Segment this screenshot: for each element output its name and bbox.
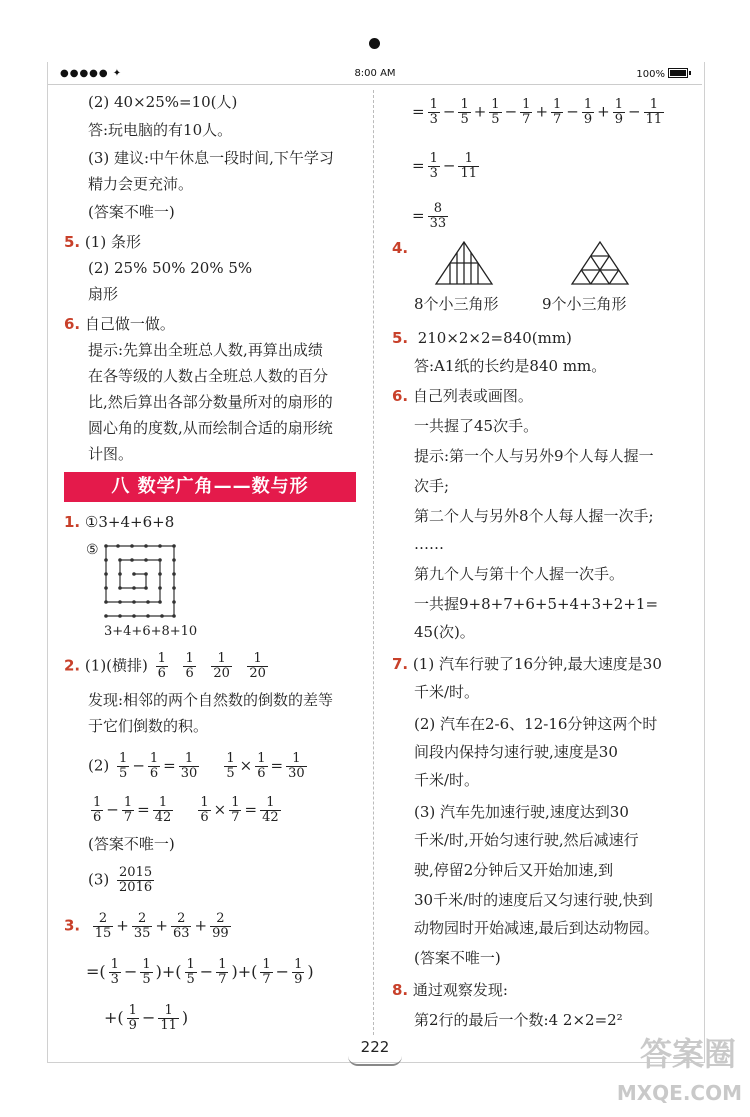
- left-line: [88, 444, 133, 464]
- line-text: (2) 汽车在2-6、12-16分钟这两个时: [414, 715, 658, 733]
- triangle-figure-8: [434, 240, 494, 286]
- frac: $\frac{1}{7}$: [231, 795, 240, 825]
- frac-den: 11: [460, 166, 477, 181]
- q7-line: [414, 682, 479, 702]
- line-text: (1) 条形: [84, 233, 141, 251]
- line-text: 千米/时,开始匀速行驶,然后减速行: [414, 831, 639, 849]
- frac: $\frac{2}{15}$: [94, 911, 112, 941]
- q2-number: 2.: [64, 656, 81, 675]
- frac: $\frac{1}{5}$: [460, 97, 469, 127]
- line-text: ……: [414, 535, 444, 553]
- frac-num: 8: [428, 202, 449, 217]
- q2-frac-4: [247, 652, 268, 681]
- frac-num: 1: [185, 651, 194, 666]
- left-line: [88, 174, 193, 194]
- frac: $\frac{1}{42}$: [154, 795, 172, 825]
- frac: $\frac{2}{63}$: [172, 911, 190, 941]
- spiral-dot: [104, 572, 108, 576]
- left-line: [88, 148, 334, 168]
- status-bar: [48, 64, 702, 85]
- q7-line: [414, 770, 479, 790]
- frac-den: 6: [185, 666, 194, 681]
- q4-line: [392, 238, 408, 258]
- q3-line: 3. $\frac{2}{15}$ + $\frac{2}{35}$ + $\frac{2}{63}$ + $\frac{2}{99}$: [64, 911, 229, 941]
- frac-den: 33: [429, 216, 447, 231]
- line-text: (答案不唯一): [414, 949, 501, 967]
- frac: $\frac{1}{7}$: [522, 97, 531, 127]
- q1-circle-label: ⑤: [86, 542, 99, 558]
- q2-part2-label: (2): [88, 756, 110, 775]
- q2-frac-3: [211, 652, 232, 681]
- q5-text: 210×2×2=840(mm): [417, 329, 572, 347]
- frac: $\frac{1}{6}$: [257, 751, 266, 781]
- q6-line: [414, 416, 538, 436]
- q7-line: [414, 890, 653, 910]
- battery-percent: 100%: [636, 69, 665, 80]
- frac-den: 20: [249, 666, 266, 681]
- spiral-dot: [144, 558, 148, 562]
- q6-line: [414, 506, 654, 526]
- spiral-dot: [144, 586, 148, 590]
- q2-found-2: 于它们倒数的积。: [88, 717, 209, 735]
- line-text: 自己做一做。: [84, 315, 175, 333]
- spiral-dot: [118, 558, 122, 562]
- q8-line: [414, 1010, 623, 1030]
- line-text: 计图。: [88, 445, 134, 463]
- question-number: 5.: [64, 233, 81, 251]
- q6-line: [392, 386, 533, 406]
- q6-line: [414, 564, 624, 584]
- frac: $\frac{1}{5}$: [119, 751, 128, 781]
- line-text: 第二个人与另外8个人每人握一次手;: [414, 507, 654, 525]
- q1-under-text: 3+4+6+8+10: [104, 624, 198, 639]
- q5-answer: 答:A1纸的长约是840 mm。: [414, 357, 607, 375]
- spiral-dot: [172, 586, 176, 590]
- frac-num: 2015: [119, 865, 153, 880]
- q4-caption-2: 9个小三角形: [542, 295, 627, 313]
- question-number: 6.: [64, 315, 81, 333]
- frac: $\frac{1}{7}$: [553, 97, 562, 127]
- q6-line: [414, 594, 658, 614]
- line-text: 扇形: [88, 285, 119, 303]
- line-text: 在各等级的人数占全班总人数的百分: [88, 367, 329, 385]
- frac-2015-2016: [117, 866, 154, 895]
- left-line: [88, 340, 323, 360]
- q2-part2: (2) $\frac{1}{5}$ − $\frac{1}{6}$ = $\frac{1}{30}$ $\frac{1}{5}$ × $\frac{1}{6}$ = $\frac{1}{30}$: [88, 751, 305, 781]
- q7-line: [392, 654, 662, 674]
- q7-line: [414, 948, 501, 968]
- line-text: (3) 建议:中午休息一段时间,下午学习: [88, 149, 334, 167]
- frac: $\frac{1}{9}$: [294, 957, 303, 987]
- q7-line: [414, 918, 659, 938]
- left-line: [88, 258, 252, 278]
- line-text: (2) 40×25%=10(人): [88, 93, 238, 111]
- line-text: 提示:先算出全班总人数,再算出成绩: [88, 341, 323, 359]
- spiral-dot: [158, 600, 162, 604]
- left-line: [88, 92, 237, 112]
- spiral-dot: [132, 614, 136, 618]
- frac: $\frac{1}{30}$: [180, 751, 198, 781]
- q2-frac-2: [183, 652, 195, 681]
- line-text: 答:玩电脑的有10人。: [88, 121, 233, 139]
- line-text: 一共握了45次手。: [414, 417, 539, 435]
- q6-line: [414, 446, 654, 466]
- spiral-dot: [146, 600, 150, 604]
- q2-part3-label: (3): [88, 870, 110, 889]
- spiral-dot: [132, 572, 136, 576]
- q8-line: [392, 980, 508, 1000]
- line-text: 动物园时开始减速,最后到达动物园。: [414, 919, 659, 937]
- q3-row3: +( $\frac{1}{9}$ − $\frac{1}{11}$ ): [104, 1003, 189, 1033]
- q7-line: [414, 802, 629, 822]
- q2-found-1: 发现:相邻的两个自然数的倒数的差等: [88, 691, 334, 709]
- frac: $\frac{1}{42}$: [262, 795, 279, 825]
- spiral-dot: [118, 572, 122, 576]
- q6-number: 6.: [392, 387, 409, 405]
- q2-part2b: $\frac{1}{6}$ − $\frac{1}{7}$ = $\frac{1}{42}$ $\frac{1}{6}$ × $\frac{1}{7}$ = $\frac{1}{42}$: [93, 795, 279, 825]
- right-top-2: = $\frac{1}{3}$ − $\frac{1}{11}$: [412, 151, 477, 181]
- frac: $\frac{2}{99}$: [212, 911, 229, 941]
- frac: $\frac{1}{5}$: [142, 957, 151, 987]
- frac: $\frac{1}{5}$: [491, 97, 500, 127]
- spiral-dot: [160, 614, 164, 618]
- camera-dot: [369, 38, 380, 49]
- q1-number: 1.: [64, 513, 81, 531]
- frac: $\frac{1}{5}$: [186, 957, 195, 987]
- left-line: [64, 314, 175, 334]
- frac: [428, 152, 440, 181]
- column-divider: [373, 90, 374, 1035]
- frac: $\frac{1}{7}$: [262, 957, 271, 987]
- page-number: 222: [338, 1038, 412, 1066]
- q3-row2: =( $\frac{1}{3}$ − $\frac{1}{5}$ )+( $\frac{1}{5}$ − $\frac{1}{7}$ )+( $\frac{1}{7}$ − $\frac{1}{9}$ ): [86, 957, 314, 987]
- frac: $\frac{1}{3}$: [110, 957, 119, 987]
- line-text: 45(次)。: [414, 623, 475, 641]
- frac: $\frac{1}{6}$: [93, 795, 102, 825]
- frac: $\frac{1}{9}$: [614, 97, 624, 127]
- spiral-dot: [158, 544, 162, 548]
- line-text: 千米/时。: [414, 771, 480, 789]
- left-line: [88, 418, 333, 438]
- line-text: (3) 汽车先加速行驶,速度达到30: [414, 803, 629, 821]
- frac: $\frac{1}{11}$: [645, 97, 663, 127]
- left-line: [88, 120, 232, 140]
- section-banner: 八 数学广角——数与形: [64, 472, 356, 502]
- frac: $\frac{1}{9}$: [583, 97, 593, 127]
- left-line: [88, 392, 333, 412]
- q8-number: 8.: [392, 981, 409, 999]
- spiral-dot: [104, 586, 108, 590]
- q7-number: 7.: [392, 655, 409, 673]
- q6-line: [414, 476, 449, 496]
- line-text: 通过观察发现:: [412, 981, 508, 999]
- line-text: 比,然后算出各部分数量所对的扇形的: [88, 393, 333, 411]
- line-text: 第九个人与第十个人握一次手。: [414, 565, 625, 583]
- line-text: (1) 汽车行驶了16分钟,最大速度是30: [412, 655, 662, 673]
- spiral-dot: [118, 600, 122, 604]
- spiral-dot: [158, 558, 162, 562]
- spiral-dot: [132, 586, 136, 590]
- spiral-dot: [104, 558, 108, 562]
- line-text: 千米/时。: [414, 683, 480, 701]
- spiral-dot: [172, 572, 176, 576]
- signal-indicator: ●●●●● ✦: [60, 68, 123, 79]
- spiral-dot: [158, 586, 162, 590]
- line-text: (答案不唯一): [88, 203, 175, 221]
- q1-text: ①3+4+6+8: [84, 513, 175, 531]
- spiral-dot: [146, 614, 150, 618]
- q2-note: (答案不唯一): [88, 835, 175, 853]
- frac: [458, 152, 479, 181]
- spiral-dot: [104, 544, 108, 548]
- right-top-1: = $\frac{1}{3}$ − $\frac{1}{5}$ + $\frac{1}{5}$ − $\frac{1}{7}$ + $\frac{1}{7}$ − $\frac{1}{9}$ + $\frac{1}{9}$ − $\frac{1}{11}$: [412, 97, 663, 127]
- frac: [428, 202, 449, 231]
- q7-line: [414, 714, 657, 734]
- spiral-dot: [172, 558, 176, 562]
- spiral-dot: [116, 544, 120, 548]
- frac-num: 1: [458, 152, 479, 167]
- triangle-figure-9: [570, 240, 630, 286]
- q4-caption-1: 8个小三角形: [414, 295, 499, 313]
- watermark-logo: 答案圈: [639, 1035, 736, 1073]
- spiral-dot: [130, 558, 134, 562]
- line-text: (2) 25% 50% 20% 5%: [88, 259, 253, 277]
- frac: $\frac{1}{5}$: [226, 751, 235, 781]
- frac: $\frac{1}{3}$: [429, 97, 438, 127]
- frac: $\frac{1}{7}$: [123, 795, 133, 825]
- spiral-dot: [144, 544, 148, 548]
- frac-num: 1: [247, 652, 268, 667]
- q7-line: [414, 860, 613, 880]
- left-line: [88, 284, 118, 304]
- frac: $\frac{2}{35}$: [133, 911, 151, 941]
- line-text: 提示:第一个人与另外9个人每人握一: [414, 447, 654, 465]
- line-text: 间段内保持匀速行驶,速度是30: [414, 743, 618, 761]
- q6-line: [414, 622, 475, 642]
- line-text: 次手;: [414, 477, 450, 495]
- frac-den: 20: [213, 666, 230, 681]
- line-text: 30千米/时的速度后又匀速行驶,快到: [414, 891, 653, 909]
- frac: $\frac{1}{7}$: [218, 957, 227, 987]
- spiral-dot: [118, 614, 122, 618]
- q2-part3: [88, 866, 157, 895]
- line-text: 精力会更充沛。: [88, 175, 194, 193]
- spiral-dot: [172, 544, 176, 548]
- spiral-dot: [130, 544, 134, 548]
- q7-line: [414, 742, 618, 762]
- q2-frac-1: [156, 652, 168, 681]
- frac-num: 1: [429, 151, 438, 166]
- frac: $\frac{1}{9}$: [128, 1003, 137, 1033]
- spiral-dot: [118, 586, 122, 590]
- spiral-dot: [104, 600, 108, 604]
- line-text: 自己列表或画图。: [412, 387, 533, 405]
- q6-line: [414, 534, 444, 554]
- line-text: 第2行的最后一个数:4 2×2=2²: [414, 1011, 623, 1029]
- battery-icon: [668, 68, 688, 78]
- q4-number: 4.: [392, 239, 409, 257]
- frac: $\frac{1}{11}$: [160, 1003, 177, 1033]
- right-top-3: = $\frac{8}{33}$: [412, 201, 447, 231]
- spiral-dot: [104, 614, 108, 618]
- status-time: 8:00 AM: [354, 68, 396, 79]
- q3-number: 3.: [64, 916, 81, 935]
- frac-den: 3: [429, 166, 438, 181]
- spiral-dot: [132, 600, 136, 604]
- spiral-dot: [172, 614, 176, 618]
- left-line: [88, 366, 328, 386]
- line-text: 驶,停留2分钟后又开始加速,到: [414, 861, 614, 879]
- line-text: 一共握9+8+7+6+5+4+3+2+1=: [414, 595, 659, 613]
- frac-den: 6: [157, 666, 166, 681]
- spiral-dot: [158, 572, 162, 576]
- frac: $\frac{1}{6}$: [149, 751, 159, 781]
- left-line: [64, 232, 141, 252]
- left-line: [88, 202, 175, 222]
- frac-num: 1: [211, 652, 232, 667]
- q7-line: [414, 830, 639, 850]
- spiral-dot: [144, 572, 148, 576]
- q2-label: (1)(横排): [84, 656, 148, 675]
- q2-line: [64, 652, 271, 681]
- frac-den: 2016: [119, 880, 153, 895]
- spiral-dot: [172, 600, 176, 604]
- line-text: 圆心角的度数,从而绘制合适的扇形统: [88, 419, 333, 437]
- watermark-url: MXQE.COM: [616, 1081, 742, 1105]
- frac: $\frac{1}{6}$: [200, 795, 209, 825]
- q5-number: 5.: [392, 329, 409, 347]
- q5-line: [392, 328, 572, 348]
- frac: $\frac{1}{30}$: [288, 751, 305, 781]
- q1-line: [64, 512, 174, 532]
- battery-indicator: [636, 68, 688, 80]
- frac-num: 1: [157, 651, 166, 666]
- spiral-diagram: [100, 540, 180, 620]
